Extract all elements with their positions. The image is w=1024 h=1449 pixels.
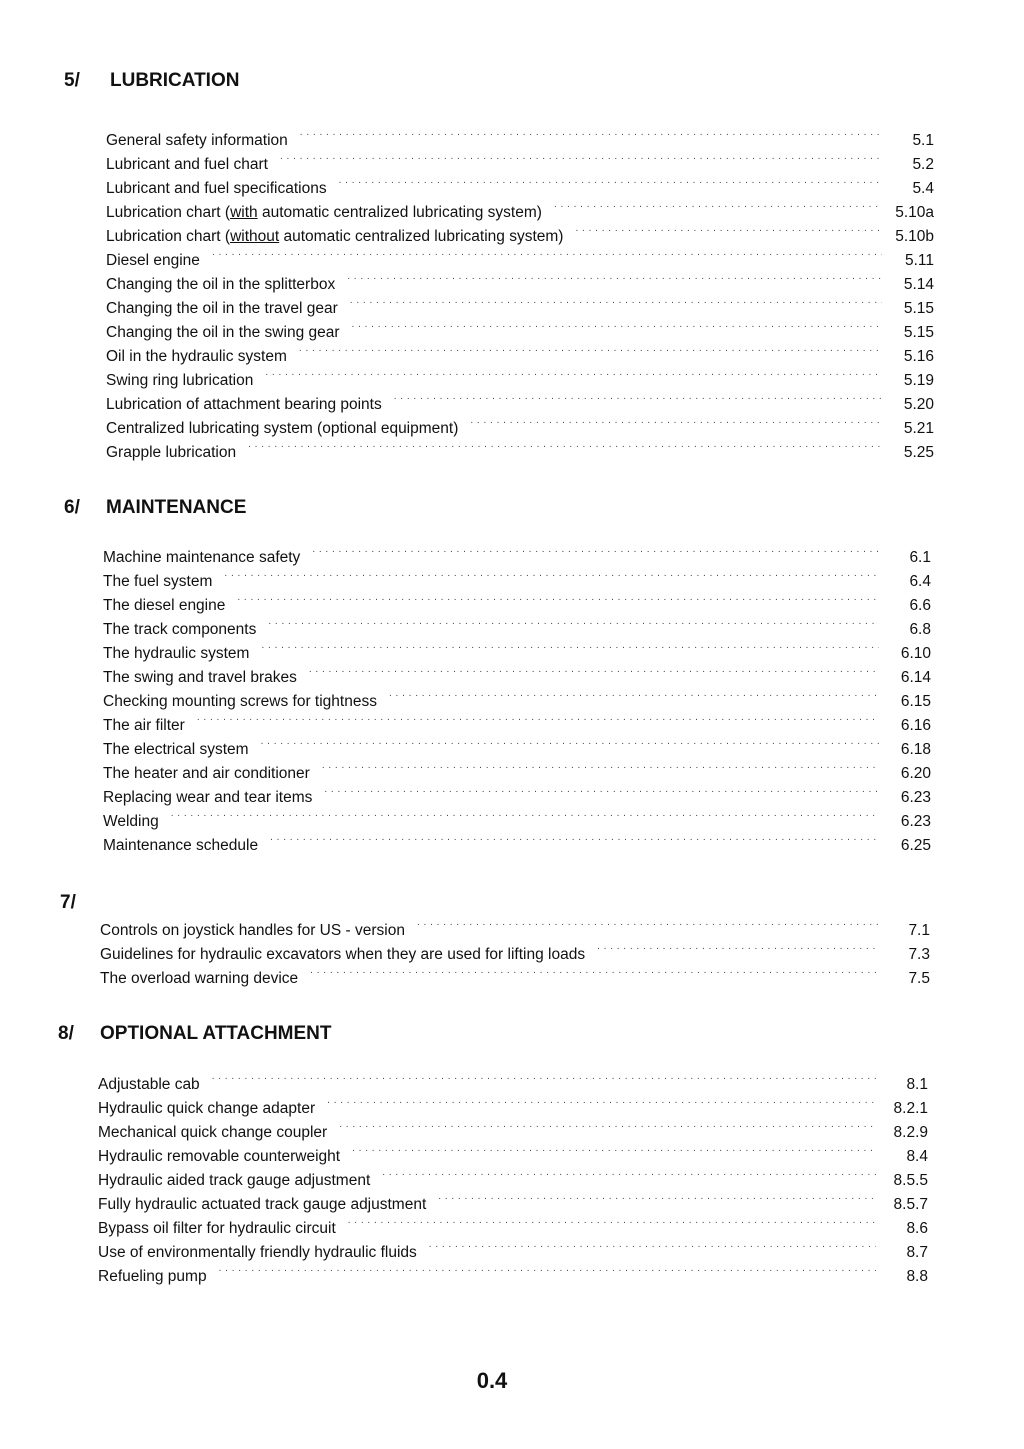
dot-leader <box>171 802 879 826</box>
toc-entry[interactable] <box>106 169 934 197</box>
toc-entry-page: 5.10b <box>895 228 934 245</box>
dot-leader <box>261 634 879 658</box>
toc-entry-label: Controls on joystick handles for US - version <box>100 922 405 939</box>
toc-entry-label: Adjustable cab <box>98 1076 200 1093</box>
toc-entry[interactable] <box>106 145 934 173</box>
toc-entry-label: Diesel engine <box>106 252 200 269</box>
toc-entry[interactable] <box>103 706 931 734</box>
toc-entry-page: 6.18 <box>900 741 931 758</box>
toc-entry-page: 6.20 <box>900 765 931 782</box>
toc-entry[interactable] <box>103 802 931 830</box>
toc-entry-label: The swing and travel brakes <box>103 669 297 686</box>
label-part: Lubrication chart ( <box>106 204 231 221</box>
toc-entry-page: 8.5.7 <box>893 1196 928 1213</box>
toc-entry[interactable] <box>106 265 934 293</box>
dot-leader <box>597 935 878 959</box>
section-heading <box>0 68 300 94</box>
toc-entry[interactable] <box>103 658 931 686</box>
toc-entry-label: Grapple lubrication <box>106 444 237 461</box>
toc-entry-label: The overload warning device <box>100 970 299 987</box>
toc-entry-page: 7.5 <box>908 970 930 987</box>
label-part: Lubrication chart ( <box>106 228 231 245</box>
page-number: 0.4 <box>476 1368 508 1393</box>
toc-entry-page: 5.4 <box>912 180 934 197</box>
toc-entry[interactable] <box>100 959 930 987</box>
dot-leader <box>324 778 879 802</box>
label-emphasis: with <box>230 204 258 221</box>
toc-entry[interactable] <box>106 241 934 269</box>
toc-entry-page: 5.1 <box>912 132 934 149</box>
toc-entry-page: 5.16 <box>903 348 934 365</box>
toc-entry-label: The heater and air conditioner <box>103 765 310 782</box>
toc-entry-label: Bypass oil filter for hydraulic circuit <box>98 1220 336 1237</box>
toc-entry-label: Use of environmentally friendly hydraulic fluids <box>98 1244 417 1261</box>
toc-entry-page: 5.11 <box>904 252 934 269</box>
toc-entry[interactable] <box>106 361 934 389</box>
toc-entry[interactable] <box>106 217 934 245</box>
section-number: 8/ <box>58 1023 74 1044</box>
toc-entry[interactable] <box>98 1233 928 1261</box>
toc-entry-page: 6.6 <box>909 597 931 614</box>
dot-leader <box>237 586 879 610</box>
toc-entry[interactable] <box>98 1257 928 1285</box>
toc-entry-page: 5.15 <box>903 324 934 341</box>
dot-leader <box>280 145 882 169</box>
dot-leader <box>429 1233 876 1257</box>
toc-entry-page: 6.4 <box>909 573 931 590</box>
toc-entry-label: Swing ring lubrication <box>106 372 254 389</box>
toc-entry-label: Changing the oil in the travel gear <box>106 300 338 317</box>
label-emphasis: without <box>230 228 280 245</box>
toc-entry-page: 8.2.9 <box>893 1124 928 1141</box>
toc-list <box>103 538 931 854</box>
toc-entry-label: Lubrication of attachment bearing points <box>106 396 382 413</box>
toc-entry-page: 5.25 <box>903 444 934 461</box>
toc-entry-label: Checking mounting screws for tightness <box>103 693 377 710</box>
toc-entry-page: 8.8 <box>906 1268 928 1285</box>
dot-leader <box>350 289 882 313</box>
toc-entry-label: Lubricant and fuel specifications <box>106 180 327 197</box>
toc-entry[interactable] <box>98 1185 928 1213</box>
toc-entry[interactable] <box>103 778 931 806</box>
toc-entry[interactable] <box>103 634 931 662</box>
toc-entry-label: Machine maintenance safety <box>103 549 301 566</box>
toc-entry[interactable] <box>106 313 934 341</box>
toc-list <box>98 1065 928 1285</box>
toc-entry-page: 6.15 <box>900 693 931 710</box>
section-heading <box>0 495 300 521</box>
toc-entry-label: The electrical system <box>103 741 249 758</box>
toc-entry-label: Lubricant and fuel chart <box>106 156 268 173</box>
dot-leader <box>347 265 882 289</box>
toc-entry-page: 5.20 <box>903 396 934 413</box>
toc-entry-page: 6.16 <box>900 717 931 734</box>
toc-entry-label: Replacing wear and tear items <box>103 789 313 806</box>
dot-leader <box>212 1065 876 1089</box>
toc-entry-label: The track components <box>103 621 257 638</box>
toc-entry[interactable] <box>100 911 930 939</box>
dot-leader <box>438 1185 876 1209</box>
toc-entry[interactable] <box>106 385 934 413</box>
section-number: 5/ <box>64 70 80 91</box>
section-heading <box>0 1021 400 1047</box>
toc-entry-label: Hydraulic removable counterweight <box>98 1148 341 1165</box>
dot-leader <box>327 1089 876 1113</box>
section-title: MAINTENANCE <box>106 497 247 518</box>
toc-entry-page: 6.8 <box>909 621 931 638</box>
toc-entry-label: Oil in the hydraulic system <box>106 348 287 365</box>
toc-entry[interactable] <box>103 610 931 638</box>
toc-entry-page: 6.23 <box>900 789 931 806</box>
dot-leader <box>248 433 882 457</box>
toc-entry[interactable] <box>106 433 934 461</box>
dot-leader <box>417 911 878 935</box>
toc-entry[interactable] <box>103 538 931 566</box>
toc-entry-page: 5.19 <box>903 372 934 389</box>
toc-entry-page: 6.25 <box>900 837 931 854</box>
toc-entry-page: 5.21 <box>903 420 934 437</box>
toc-entry-label: Centralized lubricating system (optional equipment) <box>106 420 459 437</box>
section-title: LUBRICATION <box>110 70 240 91</box>
dot-leader <box>470 409 882 433</box>
dot-leader <box>219 1257 876 1281</box>
toc-entry[interactable] <box>103 754 931 782</box>
section-number: 6/ <box>64 497 80 518</box>
toc-entry-label: Changing the oil in the splitterbox <box>106 276 336 293</box>
toc-entry[interactable] <box>103 682 931 710</box>
dot-leader <box>299 337 882 361</box>
toc-entry-label: The hydraulic system <box>103 645 250 662</box>
toc-entry-label: Fully hydraulic actuated track gauge adjustment <box>98 1196 427 1213</box>
dot-leader <box>382 1161 876 1185</box>
toc-entry-page: 7.1 <box>908 922 930 939</box>
toc-entry-label: The air filter <box>103 717 185 734</box>
toc-entry-page: 5.2 <box>912 156 934 173</box>
toc-entry-label: General safety information <box>106 132 288 149</box>
dot-leader <box>300 121 882 145</box>
toc-entry[interactable] <box>98 1137 928 1165</box>
section-title: OPTIONAL ATTACHMENT <box>100 1023 332 1044</box>
toc-entry[interactable] <box>98 1161 928 1189</box>
toc-list <box>100 911 930 987</box>
toc-entry-label: Guidelines for hydraulic excavators when they are used for lifting loads <box>100 946 586 963</box>
toc-entry-label: Hydraulic quick change adapter <box>98 1100 316 1117</box>
dot-leader <box>310 959 878 983</box>
dot-leader <box>197 706 879 730</box>
dot-leader <box>339 1113 876 1137</box>
toc-entry-label: The fuel system <box>103 573 213 590</box>
toc-entry[interactable] <box>106 289 934 317</box>
toc-entry-page: 6.10 <box>900 645 931 662</box>
toc-entry-label: Welding <box>103 813 159 830</box>
toc-entry-page: 6.14 <box>900 669 931 686</box>
dot-leader <box>224 562 879 586</box>
toc-entry[interactable] <box>106 193 934 221</box>
toc-entry-label: Changing the oil in the swing gear <box>106 324 340 341</box>
dot-leader <box>575 217 882 241</box>
section-number: 7/ <box>60 892 76 913</box>
dot-leader <box>265 361 882 385</box>
toc-entry[interactable] <box>98 1065 928 1093</box>
toc-entry[interactable] <box>103 730 931 758</box>
toc-entry-label: Mechanical quick change coupler <box>98 1124 328 1141</box>
dot-leader <box>261 730 879 754</box>
toc-entry[interactable] <box>103 826 931 854</box>
toc-entry-page: 8.1 <box>906 1076 928 1093</box>
toc-entry[interactable] <box>98 1089 928 1117</box>
toc-entry[interactable] <box>106 409 934 437</box>
toc-entry[interactable] <box>100 935 930 963</box>
toc-entry-page: 8.2.1 <box>893 1100 928 1117</box>
dot-leader <box>270 826 879 850</box>
dot-leader <box>352 313 882 337</box>
toc-entry[interactable] <box>106 121 934 149</box>
dot-leader <box>312 538 879 562</box>
dot-leader <box>554 193 882 217</box>
dot-leader <box>268 610 879 634</box>
toc-entry[interactable] <box>98 1113 928 1141</box>
toc-list <box>106 121 934 461</box>
toc-entry[interactable] <box>103 586 931 614</box>
dot-leader <box>212 241 882 265</box>
toc-entry-page: 5.10a <box>895 204 934 221</box>
label-part: automatic centralized lubricating system) <box>279 228 564 245</box>
dot-leader <box>348 1209 876 1233</box>
toc-entry-page: 8.4 <box>906 1148 928 1165</box>
toc-entry-page: 6.1 <box>909 549 931 566</box>
dot-leader <box>389 682 879 706</box>
toc-entry-page: 5.15 <box>903 300 934 317</box>
dot-leader <box>394 385 882 409</box>
toc-entry[interactable] <box>103 562 931 590</box>
toc-entry-page: 8.5.5 <box>893 1172 928 1189</box>
label-part: automatic centralized lubricating system) <box>257 204 542 221</box>
toc-entry[interactable] <box>98 1209 928 1237</box>
dot-leader <box>322 754 879 778</box>
toc-entry-page: 5.14 <box>903 276 934 293</box>
toc-entry-page: 7.3 <box>908 946 930 963</box>
toc-entry-label: The diesel engine <box>103 597 226 614</box>
toc-entry-label: Hydraulic aided track gauge adjustment <box>98 1172 371 1189</box>
dot-leader <box>352 1137 876 1161</box>
toc-entry-page: 6.23 <box>900 813 931 830</box>
toc-entry[interactable] <box>106 337 934 365</box>
toc-entry-page: 8.6 <box>906 1220 928 1237</box>
dot-leader <box>339 169 882 193</box>
dot-leader <box>309 658 879 682</box>
toc-entry-label: Maintenance schedule <box>103 837 259 854</box>
toc-entry-page: 8.7 <box>906 1244 928 1261</box>
toc-entry-label: Refueling pump <box>98 1268 207 1285</box>
